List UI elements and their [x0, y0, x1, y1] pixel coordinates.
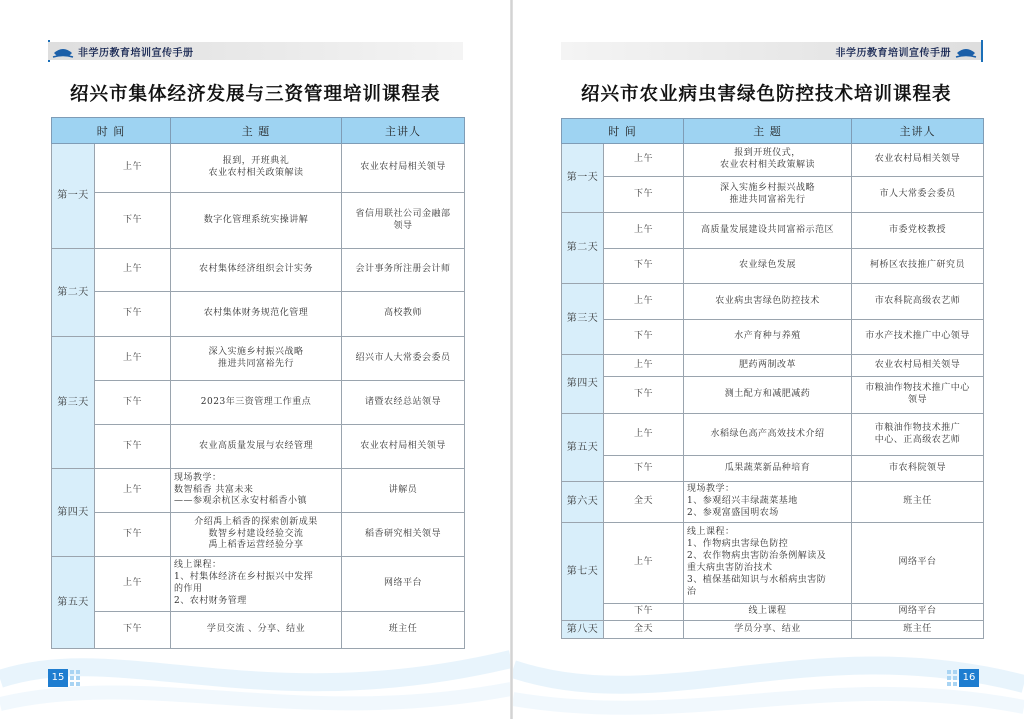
table-row: [562, 414, 984, 456]
period-cell: 下午: [604, 320, 684, 355]
boat-logo-icon: [52, 43, 74, 59]
topic-cell: 学员分享、结业: [684, 621, 852, 639]
topic-cell: [684, 482, 852, 523]
boat-logo-icon: [955, 43, 977, 59]
schedule-table: [561, 118, 984, 639]
topic-line: 现场教学：: [174, 472, 222, 483]
speaker-cell: 网络平台: [342, 557, 465, 612]
speaker-cell: 网络平台: [852, 523, 984, 604]
table-row: [52, 144, 465, 193]
day-label: 第五天: [562, 414, 604, 482]
speaker-cell: 绍兴市人大常委会委员: [342, 337, 465, 381]
day-label: 第一天: [52, 144, 95, 249]
topic-cell: 水产育种与养殖: [684, 320, 852, 355]
page-number: 16: [959, 669, 979, 687]
speaker-cell: 班主任: [852, 482, 984, 523]
period-cell: 全天: [604, 621, 684, 639]
right-page: [513, 0, 1024, 719]
period-cell: 上午: [95, 249, 171, 292]
table-row: [52, 513, 465, 557]
topic-cell: 肥药两制改革: [684, 355, 852, 377]
topic-line: 数智乡村建设经验交流: [208, 528, 304, 539]
topic-line: 报到开班仪式，: [734, 148, 801, 159]
topic-cell: 线上课程: [684, 604, 852, 621]
left-page: [0, 0, 511, 719]
speaker-cell: 农业农村局相关领导: [852, 355, 984, 377]
speaker-cell: [342, 193, 465, 249]
topic-line: 推进共同富裕先行: [729, 194, 806, 205]
period-cell: 上午: [604, 523, 684, 604]
running-header: [48, 42, 463, 60]
period-cell: 下午: [604, 604, 684, 621]
table-row: [562, 144, 984, 177]
speaker-cell: 农业农村局相关领导: [342, 144, 465, 193]
period-cell: 下午: [95, 193, 171, 249]
header-accent-line: [981, 40, 983, 62]
speaker-line: 领导: [393, 220, 413, 231]
speaker-cell: 市委党校教授: [852, 213, 984, 249]
column-header-topic: 主 题: [171, 118, 342, 144]
speaker-cell: 柯桥区农技推广研究员: [852, 249, 984, 284]
period-cell: 上午: [604, 144, 684, 177]
topic-line: ——参观余杭区永安村稻香小镇: [174, 496, 308, 507]
period-cell: 下午: [604, 249, 684, 284]
speaker-cell: 班主任: [342, 612, 465, 649]
day-label: 第二天: [562, 213, 604, 284]
topic-line: 介绍禹上稻香的探索创新成果: [194, 516, 318, 527]
period-cell: 上午: [95, 144, 171, 193]
speaker-cell: 稻香研究相关领导: [342, 513, 465, 557]
speaker-cell: 农业农村局相关领导: [342, 425, 465, 469]
schedule-table: [51, 117, 465, 649]
period-cell: 下午: [95, 612, 171, 649]
column-header-speaker: 主讲人: [852, 119, 984, 144]
speaker-cell: 班主任: [852, 621, 984, 639]
day-label: 第六天: [562, 482, 604, 523]
table-row: [52, 469, 465, 513]
topic-cell: 学员交流 、分享、结业: [171, 612, 342, 649]
topic-line: 线上课程：: [687, 527, 735, 538]
day-label: 第四天: [52, 469, 95, 557]
table-row: [52, 557, 465, 612]
topic-line: 2、农村财务管理: [174, 595, 247, 606]
speaker-line: 省信用联社公司金融部: [355, 208, 451, 219]
day-label: 第一天: [562, 144, 604, 213]
page-number: 15: [48, 669, 68, 687]
period-cell: 下午: [604, 456, 684, 482]
table-row: [52, 292, 465, 337]
period-cell: 上午: [95, 337, 171, 381]
topic-line: 推进共同富裕先行: [217, 358, 294, 369]
topic-cell: 农业病虫害绿色防控技术: [684, 284, 852, 320]
speaker-cell: 市人大常委会委员: [852, 177, 984, 213]
topic-cell: [171, 513, 342, 557]
topic-cell: [171, 144, 342, 193]
period-cell: 下午: [604, 177, 684, 213]
topic-line: 1、村集体经济在乡村振兴中发挥: [174, 572, 314, 583]
speaker-line: 中心、正高级农艺师: [874, 434, 961, 445]
period-cell: 全天: [604, 482, 684, 523]
topic-cell: [171, 337, 342, 381]
topic-line: 重大病虫害防治技术: [687, 563, 773, 573]
table-row: [562, 177, 984, 213]
period-cell: 上午: [604, 355, 684, 377]
day-label: 第三天: [562, 284, 604, 355]
header-title: 非学历教育培训宣传手册: [78, 48, 194, 59]
topic-cell: 2023年三资管理工作重点: [171, 381, 342, 425]
table-row: [562, 604, 984, 621]
topic-cell: 农业高质量发展与农经管理: [171, 425, 342, 469]
table-row: [562, 482, 984, 523]
period-cell: 下午: [95, 381, 171, 425]
page-title: 绍兴市集体经济发展与三资管理培训课程表: [70, 84, 441, 105]
topic-line: 农业农村相关政策解读: [719, 160, 815, 170]
topic-line: 现场教学：: [687, 484, 735, 495]
day-label: 第五天: [52, 557, 95, 649]
topic-line: 的作用: [174, 584, 203, 594]
topic-cell: 农村集体财务规范化管理: [171, 292, 342, 337]
speaker-cell: 讲解员: [342, 469, 465, 513]
speaker-cell: [852, 377, 984, 414]
table-row: [562, 355, 984, 377]
period-cell: 下午: [95, 292, 171, 337]
table-row: [52, 425, 465, 469]
period-cell: 上午: [604, 414, 684, 456]
day-label: 第八天: [562, 621, 604, 639]
period-cell: 上午: [604, 213, 684, 249]
decorative-dots: [69, 669, 81, 687]
topic-line: 深入实施乡村振兴战略: [208, 346, 304, 357]
topic-cell: 测土配方和减肥减药: [684, 377, 852, 414]
column-header-topic: 主 题: [684, 119, 852, 144]
topic-line: 治: [687, 586, 697, 597]
table-row: [562, 213, 984, 249]
table-row: [52, 337, 465, 381]
topic-cell: [171, 469, 342, 513]
table-row: [52, 612, 465, 649]
column-header-speaker: 主讲人: [342, 118, 465, 144]
topic-line: 报到，开班典礼: [222, 156, 290, 167]
table-row: [52, 193, 465, 249]
column-header-time: 时 间: [52, 118, 171, 144]
topic-line: 1、作物病虫害绿色防控: [687, 539, 789, 550]
table-row: [562, 284, 984, 320]
speaker-cell: 市农科院高级农艺师: [852, 284, 984, 320]
topic-line: 线上课程：: [174, 560, 222, 571]
topic-line: 禹上稻香运营经验分享: [208, 540, 304, 551]
topic-cell: [171, 557, 342, 612]
topic-line: 数智稻香 共富未来: [174, 484, 254, 495]
topic-cell: 瓜果蔬菜新品种培育: [684, 456, 852, 482]
topic-line: 深入实施乡村振兴战略: [719, 182, 815, 193]
day-label: 第三天: [52, 337, 95, 469]
decorative-dots: [946, 669, 958, 687]
running-header: [561, 42, 981, 60]
period-cell: 下午: [95, 425, 171, 469]
topic-cell: 水稻绿色高产高效技术介绍: [684, 414, 852, 456]
speaker-line: 市粮油作物技术推广中心: [865, 383, 970, 394]
period-cell: 下午: [604, 377, 684, 414]
day-label: 第二天: [52, 249, 95, 337]
table-row: [562, 523, 984, 604]
table-row: [52, 381, 465, 425]
topic-cell: [684, 177, 852, 213]
topic-cell: 农村集体经济组织会计实务: [171, 249, 342, 292]
topic-cell: 农业绿色发展: [684, 249, 852, 284]
period-cell: 上午: [95, 469, 171, 513]
period-cell: 上午: [604, 284, 684, 320]
speaker-cell: 市农科院领导: [852, 456, 984, 482]
table-row: [562, 320, 984, 355]
topic-cell: [684, 523, 852, 604]
topic-line: 2、参观富盛国明农场: [687, 507, 779, 518]
period-cell: 上午: [95, 557, 171, 612]
speaker-cell: [852, 414, 984, 456]
table-row: [562, 456, 984, 482]
column-header-time: 时 间: [562, 119, 684, 144]
period-cell: 下午: [95, 513, 171, 557]
table-row: [562, 377, 984, 414]
topic-line: 2、农作物病虫害防治条例解读及: [687, 551, 827, 562]
topic-cell: 数字化管理系统实操讲解: [171, 193, 342, 249]
topic-cell: [684, 144, 852, 177]
speaker-cell: 网络平台: [852, 604, 984, 621]
speaker-cell: 高校教师: [342, 292, 465, 337]
header-title: 非学历教育培训宣传手册: [835, 48, 951, 59]
topic-line: 农业农村相关政策解读: [208, 168, 304, 178]
speaker-cell: 农业农村局相关领导: [852, 144, 984, 177]
table-row: [562, 621, 984, 639]
speaker-cell: 市水产技术推广中心领导: [852, 320, 984, 355]
table-row: [52, 249, 465, 292]
speaker-line: 市粮油作物技术推广: [874, 422, 961, 433]
topic-cell: 高质量发展建设共同富裕示范区: [684, 213, 852, 249]
speaker-line: 领导: [907, 395, 927, 405]
topic-line: 3、植保基础知识与水稻病虫害防: [687, 574, 827, 585]
speaker-cell: 诸暨农经总站领导: [342, 381, 465, 425]
table-row: [562, 249, 984, 284]
day-label: 第四天: [562, 355, 604, 414]
day-label: 第七天: [562, 523, 604, 621]
topic-line: 1、参观绍兴丰绿蔬菜基地: [687, 496, 798, 507]
speaker-cell: 会计事务所注册会计师: [342, 249, 465, 292]
page-title: 绍兴市农业病虫害绿色防控技术培训课程表: [581, 84, 952, 105]
